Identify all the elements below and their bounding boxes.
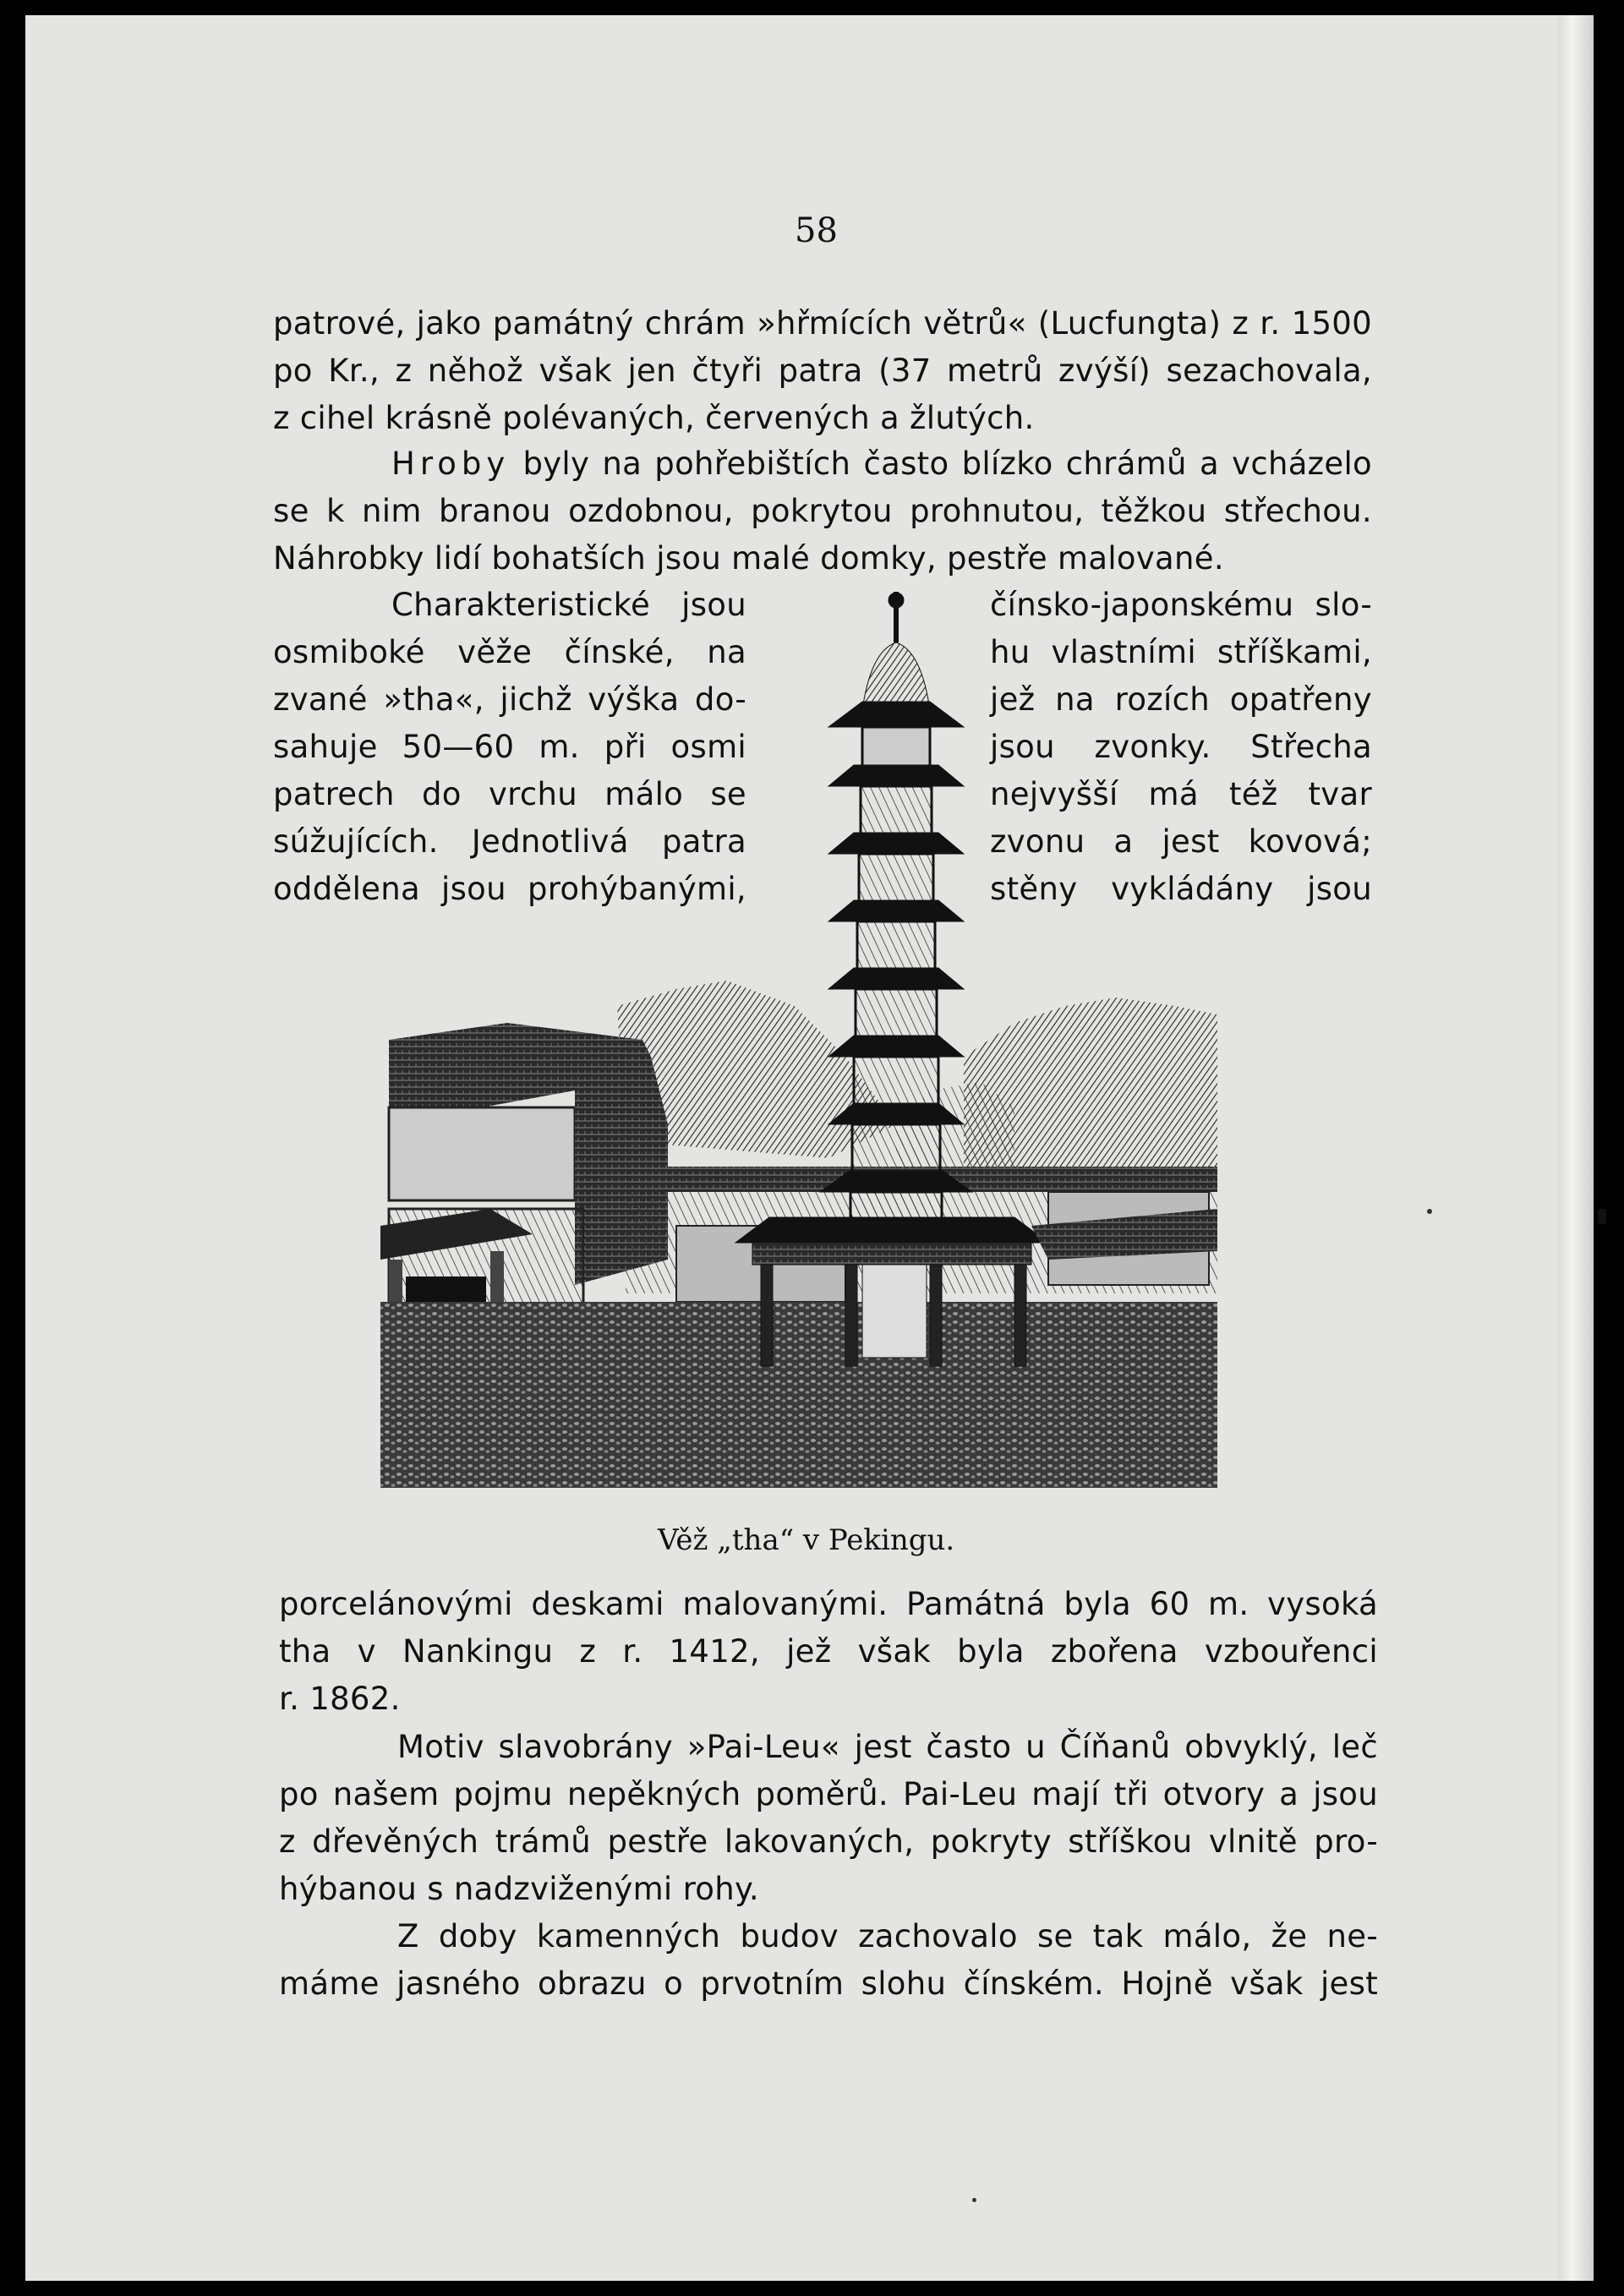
- pagoda-storey-3: [859, 854, 933, 905]
- pagoda-finial-ball: [889, 593, 904, 608]
- gate-opening: [862, 1265, 927, 1358]
- pagoda-storey-6: [854, 1057, 938, 1107]
- paragraph-1: [273, 300, 1372, 442]
- text-line: zvonu a jest kovová;: [990, 823, 1372, 860]
- text-line: stěny vykládány jsou: [990, 871, 1372, 907]
- text-line: tha v Nankingu z r. 1412, jež však byla zbořena vzbouřenci: [279, 1633, 1378, 1670]
- text-line: oddělena jsou prohýbanými,: [273, 871, 746, 907]
- left-building-upper: [389, 1107, 575, 1200]
- text-line: z dřevěných trámů pestře lakovaných, pokryty stříškou vlnitě pro-: [279, 1823, 1378, 1860]
- text-line: hu vlastními stříškami,: [990, 634, 1372, 670]
- text-line: osmiboké věže čínské, na: [273, 634, 746, 670]
- pagoda-roof-2: [828, 765, 964, 786]
- pagoda-storey-7: [852, 1124, 940, 1175]
- scan-speck: [1427, 1209, 1432, 1214]
- text-line: po našem pojmu nepěkných poměrů. Pai-Leu mají tři otvory a jsou: [279, 1776, 1378, 1812]
- gate-post-3: [930, 1265, 942, 1366]
- scan-speck: [1598, 1209, 1606, 1224]
- text-line: Motiv slavobrány »Pai-Leu« jest často u Číňanů obvyklý, leč: [397, 1729, 1378, 1765]
- gate-roof: [735, 1217, 1048, 1243]
- text-line: porcelánovými deskami malovanými. Památná byla 60 m. vysoká: [279, 1586, 1378, 1622]
- pagoda-roof-6: [828, 1036, 964, 1057]
- text-line: zvané »tha«, jichž výška do-: [273, 681, 746, 718]
- pagoda-cap: [862, 642, 930, 710]
- pagoda-illustration: [372, 583, 1260, 1496]
- pagoda-storey-5: [856, 989, 937, 1040]
- paragraph-2: [273, 440, 1372, 582]
- text-line: hýbanou s nadzviženými rohy.: [279, 1871, 759, 1907]
- text-line: čínsko-japonskému slo-: [990, 587, 1372, 623]
- text-line: patrech do vrchu málo se: [273, 776, 746, 812]
- page-edge: [1558, 15, 1594, 2281]
- text-line: Náhrobky lidí bohatších jsou malé domky, pestře malované.: [273, 540, 1224, 577]
- pagoda-roof-3: [828, 833, 964, 854]
- gate-post-1: [761, 1265, 773, 1366]
- text-line: nejvyšší má též tvar: [990, 776, 1372, 812]
- text-line-rest: byly na pohřebištích často blízko chrámů a vcházelo: [510, 446, 1372, 482]
- figure-caption: Věž „tha“ v Pekingu.: [658, 1523, 955, 1557]
- page-number: 58: [795, 211, 838, 250]
- text-line: sahuje 50—60 m. při osmi: [273, 729, 746, 765]
- spaced-lead-word: Hroby: [391, 446, 511, 482]
- cobblestone-courtyard: [380, 1302, 1217, 1488]
- pagoda-roof-5: [828, 968, 964, 989]
- pagoda-storey-4: [857, 921, 935, 972]
- text-line: Z doby kamenných budov zachovalo se tak málo, že ne-: [397, 1918, 1378, 1954]
- gate-post-2: [845, 1265, 857, 1366]
- text-line: máme jasného obrazu o prvotním slohu čínském. Hojně však jest: [279, 1965, 1378, 2002]
- text-line: po Kr., z něhož však jen čtyři patra (37 metrů zvýší) sezachovala,: [273, 353, 1372, 389]
- text-line: jež na rozích opatřeny: [990, 681, 1372, 718]
- text-line: se k nim branou ozdobnou, pokrytou prohnutou, těžkou střechou.: [273, 493, 1372, 529]
- pagoda-roof-4: [828, 900, 964, 921]
- pagoda-roof-1: [828, 702, 964, 727]
- pagoda-storey-2: [861, 786, 932, 837]
- scan-speck: [972, 2198, 976, 2202]
- text-line: jsou zvonky. Střecha: [990, 729, 1372, 765]
- pagoda-storey-1: [862, 727, 930, 769]
- text-line: [273, 440, 1372, 488]
- paragraph-6: [279, 1913, 1378, 2008]
- gate-lintel: [752, 1243, 1031, 1265]
- text-line: patrové, jako památný chrám »hřmících větrů« (Lucfungta) z r. 1500: [273, 305, 1372, 342]
- text-line: z cihel krásně polévaných, červených a žlutých.: [273, 400, 1035, 436]
- text-line: r. 1862.: [279, 1681, 401, 1717]
- paragraph-5: [279, 1724, 1378, 1913]
- text-line: súžujících. Jednotlivá patra: [273, 823, 746, 860]
- gate-post-4: [1014, 1265, 1026, 1366]
- paragraph-4: [279, 1581, 1378, 1723]
- text-line: Charakteristické jsou: [391, 587, 746, 623]
